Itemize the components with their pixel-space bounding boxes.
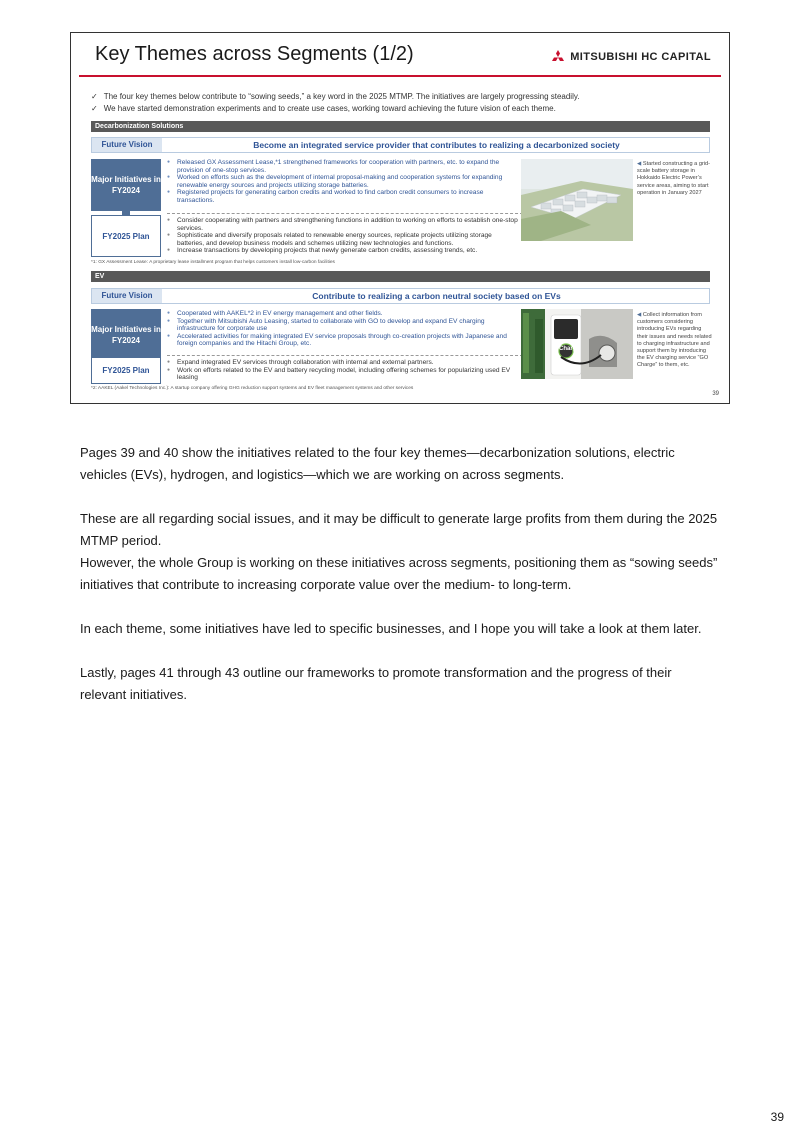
list-item: ● Released GX Assessment Lease,*1 strengthened frameworks for cooperation with partners, etc. to expand the provision of one-stop services. — [167, 159, 519, 174]
major-initiatives-list — [167, 310, 519, 348]
fy2025-plan-list — [167, 359, 519, 382]
fy2025-plan-box: FY2025 Plan — [91, 215, 161, 257]
list-item: ● Worked on efforts such as the development of internal proposal-making and cooperation systems for expanding renewable energy sources and projects utilizing storage batteries. — [167, 174, 519, 189]
list-item: ● Consider cooperating with partners and strengthening functions in addition to working on efforts to establish one-stop services. — [167, 217, 519, 232]
paragraph: Pages 39 and 40 show the initiatives related to the four key themes—decarbonization solutions, electric vehicles (EVs), hydrogen, and logistics—which we are working on across segments. — [80, 445, 675, 482]
list-item: ● Accelerated activities for making integrated EV service proposals through co-creation projects with Japanese and foreign companies and the Hitachi Group, etc. — [167, 333, 519, 348]
check-item: ✓ We have started demonstration experiments and to create use cases, working toward achieving the future vision of each theme. — [91, 103, 556, 113]
paragraph: However, the whole Group is working on these initiatives across segments, positioning them as “sowing seeds” initiatives that contribute to increasing corporate value over the medium- to long-term. — [80, 555, 718, 592]
dashed-divider — [167, 213, 523, 214]
list-item: ● Increase transactions by developing projects that newly generate carbon credits, assessing trends, etc. — [167, 247, 519, 255]
fy2025-plan-box: FY2025 Plan — [91, 357, 161, 384]
list-item: ● Expand integrated EV services through collaboration with internal and external partners. — [167, 359, 519, 367]
future-vision-label: Future Vision — [92, 138, 162, 152]
decarbonization-note: ◀ Started constructing a grid-scale battery storage in Hokkaido Electric Power’s service areas, aiming to start operation in January 2027 — [637, 161, 711, 196]
major-initiatives-box: Major Initiatives in FY2024 — [91, 159, 161, 211]
list-item: ● Sophisticate and diversify proposals related to renewable energy sources, replicate projects utilizing storage batteries, and develop business models and schemes utilizing new technologies and functions. — [167, 232, 519, 247]
charger-label: Charge — [559, 346, 580, 352]
list-item: ● Work on efforts related to the EV and battery recycling model, including offering schemes for popularizing used EV leasing — [167, 367, 519, 382]
speaker-notes — [80, 442, 720, 706]
list-item: ● Registered projects for generating carbon credits and worked to find carbon credit consumers to increase transactions. — [167, 189, 519, 204]
major-initiatives-list — [167, 159, 519, 205]
company-logo — [551, 50, 711, 63]
section-header-ev: EV — [91, 271, 710, 282]
check-item: ✓ The four key themes below contribute to “sowing seeds,” a key word in the 2025 MTMP. The initiatives are largely progressing steadily. — [91, 92, 580, 101]
slide — [70, 32, 730, 404]
checkmark-icon: ✓ — [91, 103, 98, 113]
page-number: 39 — [770, 1110, 784, 1124]
future-vision-label: Future Vision — [92, 289, 162, 303]
future-vision-text: Contribute to realizing a carbon neutral society based on EVs — [312, 291, 561, 301]
future-vision-row — [91, 137, 710, 153]
footnote-gx: *1: GX Assessment Lease: A proprietary lease installment program that helps customers install low-carbon facilities — [91, 260, 335, 265]
list-item: ● Cooperated with AAKEL*2 in EV energy management and other fields. — [167, 310, 519, 318]
battery-storage-image — [521, 159, 633, 241]
paragraph: Lastly, pages 41 through 43 outline our frameworks to promote transformation and the progress of their relevant initiatives. — [80, 665, 672, 702]
dashed-divider — [167, 355, 523, 356]
three-diamonds-icon — [551, 50, 565, 63]
slide-title: Key Themes across Segments (1/2) — [95, 43, 414, 65]
triangle-left-icon: ◀ — [637, 312, 642, 318]
section-header-decarbonization: Decarbonization Solutions — [91, 121, 710, 132]
ev-charging-scene — [521, 309, 633, 379]
footnote-aakel: *2: AAKEL (Aakel Technologies Inc.): A startup company offering GHG reduction support systems and EV fleet management systems and other services — [91, 386, 414, 391]
paragraph: These are all regarding social issues, and it may be difficult to generate large profits from them during the 2025 MTMP period. — [80, 511, 718, 548]
ev-note: ◀ Collect information from customers considering introducing EVs regarding their issues and needs related to charging infrastructure and support them by introducing the EV charging service “GO Charge” to them, etc. — [637, 312, 712, 369]
major-initiatives-box: Major Initiatives in FY2024 — [91, 309, 161, 361]
fy2025-plan-list — [167, 217, 519, 255]
paragraph: In each theme, some initiatives have led to specific businesses, and I hope you will take a look at them later. — [80, 621, 702, 636]
title-rule — [79, 75, 721, 77]
future-vision-row — [91, 288, 710, 304]
ev-charging-image — [521, 309, 633, 379]
triangle-left-icon: ◀ — [637, 161, 642, 167]
list-item: ● Together with Mitsubishi Auto Leasing, started to collaborate with GO to develop and expand EV charging infrastructure for corporate use — [167, 318, 519, 333]
logo-text: MITSUBISHI HC CAPITAL — [570, 50, 711, 63]
summary-checks — [91, 91, 580, 114]
slide-page-number: 39 — [712, 391, 719, 397]
checkmark-icon: ✓ — [91, 92, 98, 101]
future-vision-text: Become an integrated service provider that contributes to realizing a decarbonized society — [253, 140, 620, 150]
